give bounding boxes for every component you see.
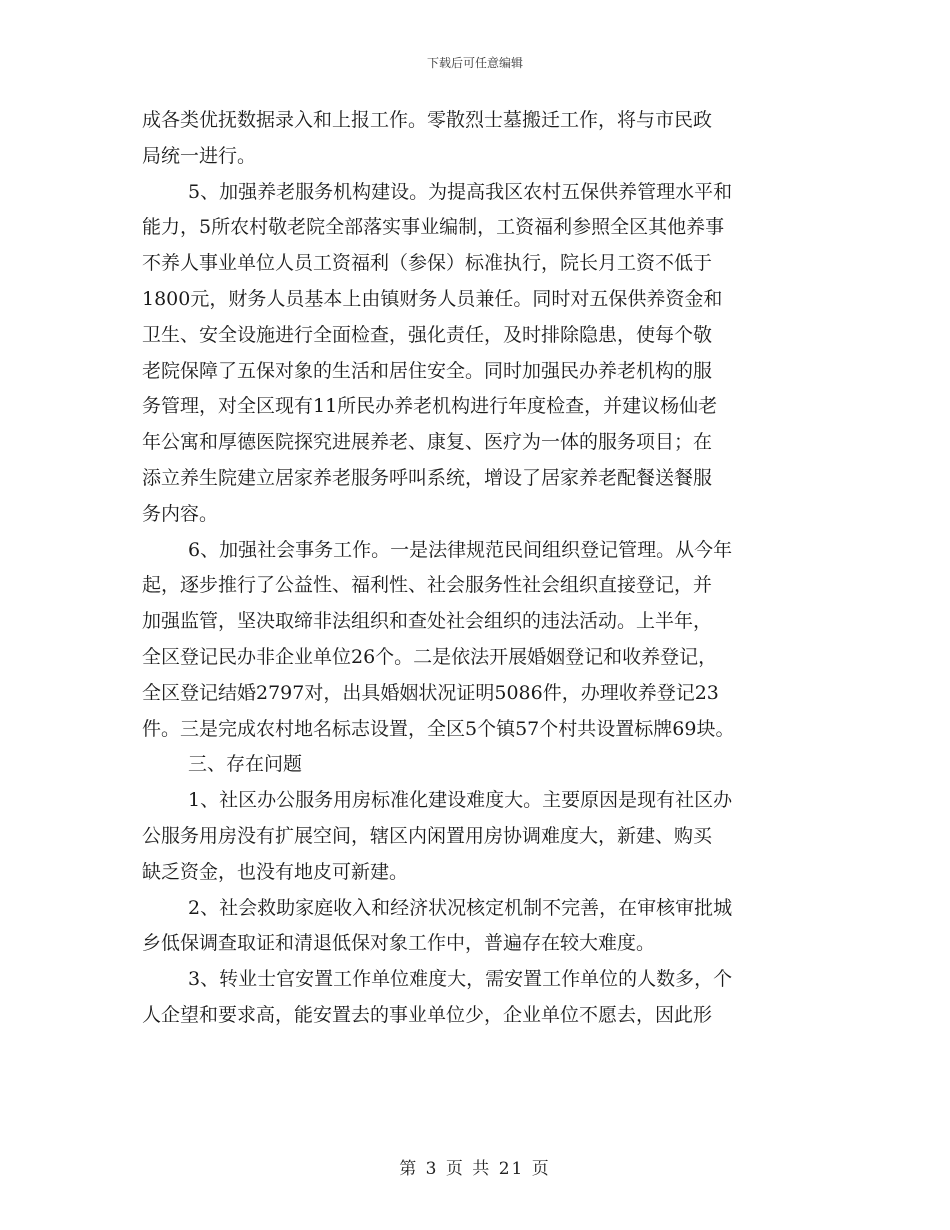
text-line: 务管理，对全区现有11所民办养老机构进行年度检查，并建议杨仙老 xyxy=(142,395,718,418)
text-line: 件。三是完成农村地名标志设置，全区5个镇57个村共设置标牌69块。 xyxy=(142,717,735,740)
text-line: 乡低保调查取证和清退低保对象工作中，普遍存在较大难度。 xyxy=(142,932,656,955)
text-line: 加强监管，坚决取缔非法组织和查处社会组织的违法活动。上半年， xyxy=(142,610,713,633)
text-line: 缺乏资金，也没有地皮可新建。 xyxy=(142,860,409,883)
text-line: 5、加强养老服务机构建设。为提高我区农村五保供养管理水平和 xyxy=(188,180,733,203)
text-line: 2、社会救助家庭收入和经济状况核定机制不完善，在审核审批城 xyxy=(188,896,733,919)
text-line: 全区登记民办非企业单位26个。二是依法开展婚姻登记和收养登记， xyxy=(142,645,718,668)
text-line: 老院保障了五保对象的生活和居住安全。同时加强民办养老机构的服 xyxy=(142,359,713,382)
page-footer: 第 3 页 共 21 页 xyxy=(399,1159,551,1179)
text-line: 能力，5所农村敬老院全部落实事业编制，工资福利参照全区其他养事 xyxy=(142,216,725,239)
text-line: 不养人事业单位人员工资福利（参保）标准执行，院长月工资不低于 xyxy=(142,252,713,275)
page-header: 下载后可任意编辑 xyxy=(426,56,523,70)
text-line: 成各类优抚数据录入和上报工作。零散烈士墓搬迁工作，将与市民政 xyxy=(142,109,713,131)
text-line: 6、加强社会事务工作。一是法律规范民间组织登记管理。从今年 xyxy=(188,538,733,561)
text-line: 1、社区办公服务用房标准化建设难度大。主要原因是现有社区办 xyxy=(188,789,733,812)
text-line: 人企望和要求高，能安置去的事业单位少，企业单位不愿去，因此形 xyxy=(142,1003,713,1026)
text-line: 全区登记结婚2797对，出具婚姻状况证明5086件，办理收养登记23 xyxy=(142,681,719,704)
document-body xyxy=(142,103,822,1034)
text-line: 卫生、安全设施进行全面检查，强化责任，及时排除隐患，使每个敬 xyxy=(142,323,713,346)
text-line: 三、存在问题 xyxy=(188,753,303,776)
text-line: 1800元，财务人员基本上由镇财务人员兼任。同时对五保供养资金和 xyxy=(142,287,723,310)
text-line: 起，逐步推行了公益性、福利性、社会服务性社会组织直接登记，并 xyxy=(142,574,713,597)
text-line: 添立养生院建立居家养老服务呼叫系统，增设了居家养老配餐送餐服 xyxy=(142,466,713,489)
text-line: 局统一进行。 xyxy=(142,144,257,167)
text-line: 务内容。 xyxy=(142,502,219,525)
text-line: 3、转业士官安置工作单位难度大，需安置工作单位的人数多，个 xyxy=(188,968,733,991)
text-line: 公服务用房没有扩展空间，辖区内闲置用房协调难度大，新建、购买 xyxy=(142,824,713,847)
text-line: 年公寓和厚德医院探究进展养老、康复、医疗为一体的服务项目；在 xyxy=(142,431,713,454)
